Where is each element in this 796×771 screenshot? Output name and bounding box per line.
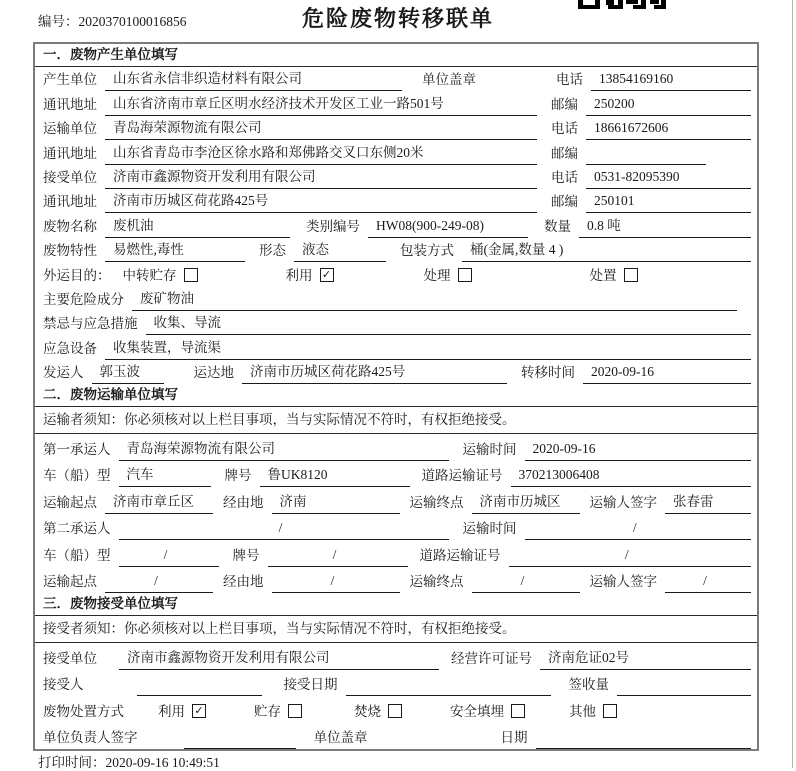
route1-row	[35, 487, 757, 514]
sign-date-label: 日期	[500, 730, 528, 746]
unit-seal2-label: 单位盖章	[313, 730, 368, 746]
quantity-label: 数量	[544, 218, 571, 234]
first-carrier-label: 第一承运人	[43, 441, 111, 457]
packing-value: 桶(金属,数量 4 )	[462, 238, 751, 262]
hazard-components-row	[35, 287, 757, 311]
accept-person-value	[137, 692, 262, 696]
form-label: 形态	[259, 243, 286, 259]
route2-sign-value: /	[665, 573, 751, 593]
transport-time2-label: 运输时间	[462, 521, 517, 537]
purpose-treat-label: 处理	[423, 267, 451, 283]
responsible-sign-value	[184, 745, 296, 749]
transport-time1-value: 2020-09-16	[525, 441, 752, 461]
producer-zip-value: 250200	[586, 96, 751, 116]
waste-traits-value: 易燃性,毒性	[105, 238, 245, 262]
disposal-storage-checkbox	[288, 704, 302, 718]
hazard-components-label: 主要危险成分	[43, 291, 124, 307]
receiver-address-label: 通讯地址	[43, 194, 97, 210]
vehicle1-value: 汽车	[119, 463, 211, 487]
responsible-sign-label: 单位负责人签字	[43, 730, 138, 746]
route1-end-value: 济南市历城区	[472, 490, 580, 514]
form-value: 液态	[294, 238, 386, 262]
vehicle2-row	[35, 540, 757, 567]
receiver-label: 接受单位	[43, 169, 97, 185]
road-permit2-value: /	[509, 547, 752, 567]
accept-date-value	[346, 692, 551, 696]
purpose-dispose-label: 处置	[589, 267, 617, 283]
receiver-phone-value: 0531-82095390	[586, 169, 751, 189]
purpose-transfer-storage-label: 中转贮存	[122, 267, 177, 283]
dispatch-row	[35, 360, 757, 384]
disposal-other-label: 其他	[569, 703, 596, 719]
sign-date-value	[536, 745, 752, 749]
first-carrier-row	[35, 434, 757, 461]
page-edge-line	[792, 0, 793, 768]
producer-row	[35, 67, 757, 91]
plate1-value: 鲁UK8120	[260, 463, 410, 487]
receiver-zip-value: 250101	[586, 193, 751, 213]
taboo-measures-value: 收集、导流	[146, 311, 752, 335]
route2-sign-label: 运输人签字	[589, 574, 657, 590]
manifest-form	[33, 42, 759, 751]
waste-name-value: 废机油	[105, 214, 290, 238]
section2-header: 二．废物运输单位填写	[35, 384, 757, 407]
category-label: 类别编号	[306, 218, 360, 234]
route1-via-value: 济南	[272, 490, 400, 514]
print-time-label: 打印时间：	[38, 755, 106, 770]
producer-address-value: 山东省济南市章丘区明水经济技术开发区工业一路501号	[105, 92, 537, 116]
license-value: 济南危证02号	[540, 646, 751, 670]
purpose-use-checkbox: ✓	[320, 268, 334, 282]
transporter-notice: 运输者须知：你必须核对以上栏目事项，当与实际情况不符时，有权拒绝接受。	[35, 407, 757, 434]
route1-start-value: 济南市章丘区	[105, 490, 213, 514]
transporter-address-row	[35, 140, 757, 164]
transporter-row	[35, 116, 757, 140]
vehicle1-row	[35, 461, 757, 488]
category-value: HW08(900-249-08)	[368, 218, 528, 238]
serial-label: 编号：	[38, 14, 79, 29]
route2-start-label: 运输起点	[43, 574, 97, 590]
waste-name-label: 废物名称	[43, 218, 97, 234]
taboo-measures-row	[35, 311, 757, 335]
disposal-use-label: 利用	[158, 703, 185, 719]
transport-time2-value: /	[525, 520, 752, 540]
second-carrier-label: 第二承运人	[43, 521, 111, 537]
plate2-label: 牌号	[232, 547, 260, 563]
print-time-value: 2020-09-16 10:49:51	[105, 755, 220, 770]
purpose-row	[35, 262, 757, 286]
disposal-other-checkbox	[603, 704, 617, 718]
second-carrier-row	[35, 514, 757, 541]
route2-via-value: /	[272, 573, 400, 593]
plate2-value: /	[268, 547, 408, 567]
receiver-phone-label: 电话	[551, 169, 578, 185]
road-permit1-label: 道路运输证号	[421, 468, 503, 484]
hazard-components-value: 废矿物油	[132, 287, 737, 311]
quantity-value: 0.8 吨	[579, 214, 751, 238]
accept-unit-label: 接受单位	[43, 650, 97, 666]
receiver-address-row	[35, 189, 757, 213]
signed-quantity-value	[617, 692, 751, 696]
route2-end-value: /	[472, 573, 580, 593]
disposal-landfill-label: 安全填埋	[450, 703, 504, 719]
transporter-phone-value: 18661672606	[586, 120, 751, 140]
signed-quantity-label: 签收量	[568, 677, 609, 693]
disposal-incinerate-checkbox	[388, 704, 402, 718]
accept-unit-row	[35, 643, 757, 670]
route1-start-label: 运输起点	[43, 494, 97, 510]
route1-end-label: 运输终点	[409, 494, 464, 510]
producer-phone-value: 13854169160	[591, 71, 751, 91]
second-carrier-value: /	[119, 520, 449, 540]
plate1-label: 牌号	[224, 468, 252, 484]
producer-value: 山东省永信非织造材料有限公司	[105, 67, 402, 91]
emergency-equipment-row	[35, 335, 757, 359]
receiver-value: 济南市鑫源物资开发利用有限公司	[105, 165, 537, 189]
purpose-label: 外运目的：	[43, 267, 111, 283]
waste-traits-label: 废物特性	[43, 243, 97, 259]
route1-sign-label: 运输人签字	[589, 494, 657, 510]
vehicle1-label: 车（船）型	[43, 468, 111, 484]
route2-via-label: 经由地	[223, 574, 264, 590]
waste-traits-row	[35, 238, 757, 262]
purpose-dispose-checkbox	[624, 268, 638, 282]
producer-address-row	[35, 91, 757, 115]
transport-time1-label: 运输时间	[462, 441, 517, 457]
producer-zip-label: 邮编	[551, 96, 578, 112]
disposal-landfill-checkbox	[511, 704, 525, 718]
producer-phone-label: 电话	[556, 72, 583, 88]
disposal-method-label: 废物处置方式	[43, 703, 124, 719]
print-time	[38, 751, 220, 771]
receiver-address-value: 济南市历城区荷花路425号	[105, 189, 537, 213]
route2-row	[35, 567, 757, 594]
vehicle2-label: 车（船）型	[43, 547, 111, 563]
purpose-use-label: 利用	[285, 267, 313, 283]
route1-sign-value: 张春雷	[665, 490, 751, 514]
transporter-address-label: 通讯地址	[43, 145, 97, 161]
waste-name-row	[35, 213, 757, 237]
receiver-notice: 接受者须知：你必须核对以上栏目事项，当与实际情况不符时，有权拒绝接受。	[35, 616, 757, 643]
emergency-equipment-label: 应急设备	[43, 340, 97, 356]
accept-date-label: 接受日期	[283, 677, 338, 693]
shipper-label: 发运人	[43, 365, 84, 381]
receiver-zip-label: 邮编	[551, 194, 578, 210]
purpose-transfer-storage-checkbox	[184, 268, 198, 282]
first-carrier-value: 青岛海荣源物流有限公司	[119, 437, 449, 461]
transporter-zip-label: 邮编	[551, 145, 578, 161]
section3-header: 三．废物接受单位填写	[35, 593, 757, 616]
transfer-time-label: 转移时间	[521, 365, 575, 381]
route1-via-label: 经由地	[223, 494, 264, 510]
producer-address-label: 通讯地址	[43, 96, 97, 112]
transporter-zip-value	[586, 161, 706, 165]
qr-code-fragment-icon	[578, 0, 666, 9]
accept-person-label: 接受人	[43, 677, 84, 693]
accept-unit-value: 济南市鑫源物资开发利用有限公司	[119, 646, 439, 670]
transporter-phone-label: 电话	[551, 121, 578, 137]
transporter-label: 运输单位	[43, 121, 97, 137]
disposal-incinerate-label: 焚烧	[354, 703, 381, 719]
producer-label: 产生单位	[43, 72, 97, 88]
destination-label: 运达地	[193, 365, 234, 381]
unit-seal-label: 单位盖章	[422, 72, 476, 88]
purpose-treat-checkbox	[458, 268, 472, 282]
disposal-method-row	[35, 696, 757, 723]
license-label: 经营许可证号	[451, 650, 532, 666]
shipper-value: 郭玉波	[92, 360, 164, 384]
responsible-sign-row	[35, 723, 757, 750]
disposal-use-checkbox: ✓	[192, 704, 206, 718]
accept-person-row	[35, 670, 757, 697]
emergency-equipment-value: 收集装置，导流渠	[105, 336, 751, 360]
taboo-measures-label: 禁忌与应急措施	[43, 316, 138, 332]
destination-value: 济南市历城区荷花路425号	[242, 360, 507, 384]
page-title: 危险废物转移联单	[301, 6, 494, 31]
transfer-time-value: 2020-09-16	[583, 364, 751, 384]
road-permit2-label: 道路运输证号	[419, 547, 501, 563]
receiver-row	[35, 165, 757, 189]
section1-header: 一．废物产生单位填写	[35, 44, 757, 67]
transporter-address-value: 山东省青岛市李沧区徐水路和郑佛路交叉口东侧20米	[105, 141, 537, 165]
route2-end-label: 运输终点	[409, 574, 464, 590]
serial-value: 2020370100016856	[78, 14, 187, 29]
road-permit1-value: 370213006408	[511, 467, 752, 487]
disposal-storage-label: 贮存	[254, 703, 281, 719]
transporter-value: 青岛海荣源物流有限公司	[105, 116, 537, 140]
packing-label: 包装方式	[400, 243, 454, 259]
vehicle2-value: /	[119, 547, 219, 567]
route2-start-value: /	[105, 573, 213, 593]
